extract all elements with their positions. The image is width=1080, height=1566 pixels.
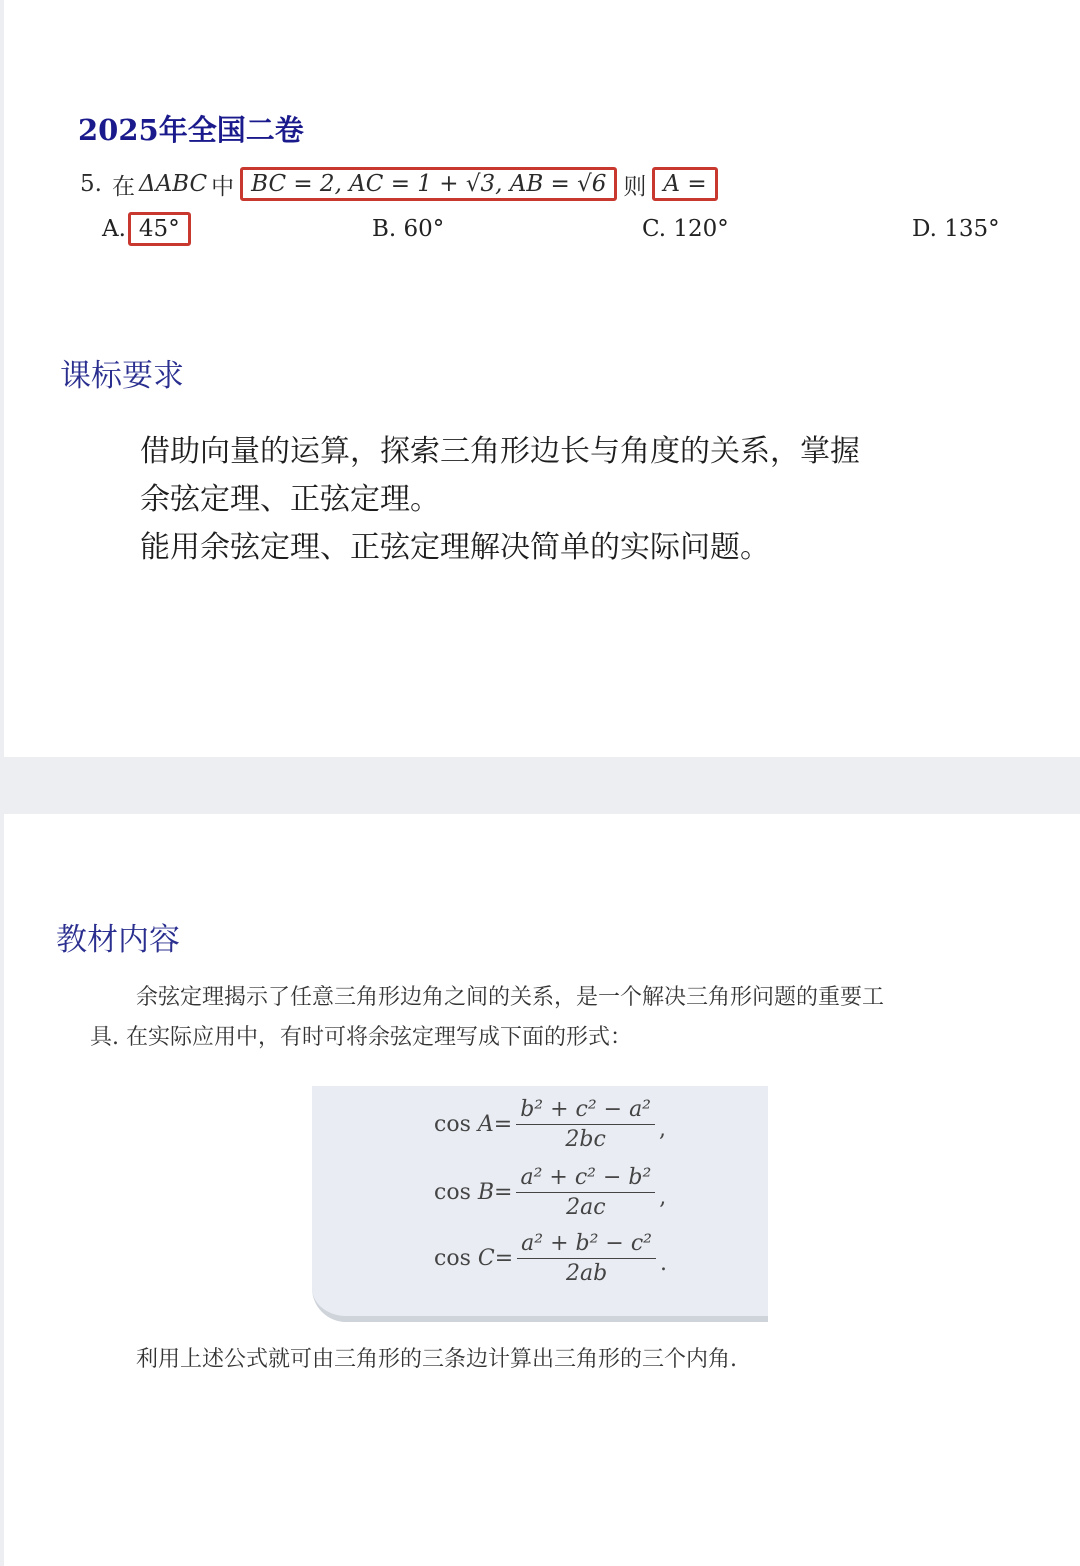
curriculum-body [140, 428, 940, 572]
question-prefix: 在 [111, 173, 135, 200]
denominator: 2ab [565, 1260, 608, 1286]
punctuation: , [659, 1185, 667, 1210]
fraction [516, 1165, 655, 1220]
conditions-highlight: BC = 2, AC = 1 + √3, AB = √6 [240, 167, 617, 201]
option-letter: D. [912, 216, 937, 242]
fraction [517, 1231, 656, 1286]
option-letter: A. [102, 216, 126, 242]
curriculum-heading: 课标要求 [60, 358, 184, 394]
option-d [912, 216, 1000, 242]
option-value: 135° [944, 216, 1000, 242]
paragraph-line: 具. 在实际应用中，有时可将余弦定理写成下面的形式： [90, 1025, 632, 1050]
curriculum-line: 能用余弦定理、正弦定理解决简单的实际问题。 [140, 530, 770, 565]
textbook-paragraph [90, 978, 1010, 1058]
ask-highlight: A = [652, 167, 717, 201]
formula-cos-a [434, 1094, 666, 1154]
formula-cos-b [434, 1162, 666, 1222]
formula-cos-c [434, 1228, 667, 1288]
option-value: 60° [403, 216, 445, 242]
question-number: 5. [80, 171, 102, 197]
question-then: 则 [623, 173, 647, 200]
denominator: 2ac [566, 1194, 606, 1220]
curriculum-line: 余弦定理、正弦定理。 [140, 482, 440, 517]
option-value: 120° [673, 216, 729, 242]
numerator: b² + c² − a² [516, 1097, 655, 1125]
formula-lhs: cos C= [434, 1245, 514, 1271]
answer-options [4, 212, 1080, 252]
option-c [642, 216, 729, 242]
textbook-heading: 教材内容 [56, 922, 180, 958]
option-letter: B. [372, 216, 397, 242]
option-value-highlight: 45° [128, 212, 191, 246]
exam-card [4, 0, 1080, 757]
denominator: 2bc [565, 1126, 606, 1152]
numerator: a² + b² − c² [517, 1231, 656, 1259]
option-b [372, 216, 444, 242]
question-in: 中 [211, 173, 235, 200]
textbook-closing: 利用上述公式就可由三角形的三条边计算出三角形的三个内角. [136, 1347, 737, 1372]
paragraph-line: 余弦定理揭示了任意三角形边角之间的关系，是一个解决三角形问题的重要工 [136, 985, 885, 1010]
formula-lhs: cos B= [434, 1179, 513, 1205]
option-a [102, 212, 191, 246]
question-stem [80, 166, 722, 202]
formula-lhs: cos A= [434, 1111, 513, 1137]
option-letter: C. [642, 216, 667, 242]
curriculum-line: 借助向量的运算，探索三角形边长与角度的关系，掌握 [140, 434, 860, 469]
punctuation: . [659, 1251, 667, 1276]
punctuation: , [659, 1117, 667, 1142]
fraction [516, 1097, 655, 1152]
numerator: a² + c² − b² [516, 1165, 655, 1193]
triangle-name: ΔABC [138, 171, 208, 197]
formula-box [312, 1086, 768, 1322]
exam-title: 2025年全国二卷 [78, 113, 304, 147]
